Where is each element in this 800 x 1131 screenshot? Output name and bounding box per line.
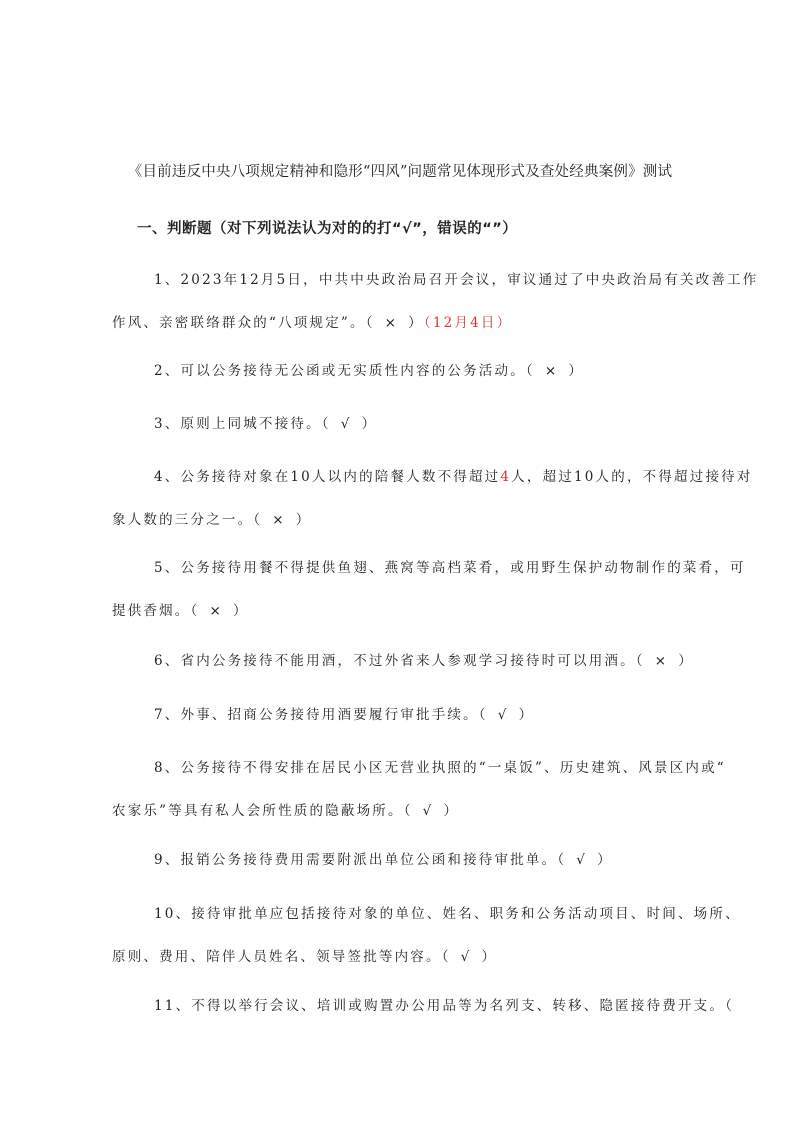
- question-4: [112, 456, 753, 542]
- correction-note: （12月4日）: [423, 315, 513, 331]
- question-8: [112, 747, 726, 833]
- document-title: 《目前违反中央八项规定精神和隐形“四风”问题常见体现形式及查处经典案例》测试: [127, 164, 673, 180]
- answer-mark-3: √: [340, 416, 352, 432]
- question-9-text: 9、报销公务接待费用需要附派出单位公函和接待审批单。（: [154, 852, 567, 868]
- question-4-line-1: [112, 456, 753, 499]
- question-4-close: ）: [295, 512, 312, 528]
- question-7-line: [112, 694, 692, 737]
- question-9-line: [112, 839, 692, 882]
- question-10-text: 原则、费用、陪伴人员姓名、领导签批等内容。（: [112, 949, 451, 965]
- question-1-line-1: 1、2023年12月5日，中共中央政治局召开会议，审议通过了中央政治局有关改善工作: [154, 272, 759, 288]
- question-4-text-a: 4、公务接待对象在10人以内的陪餐人数不得超过: [154, 469, 501, 485]
- question-7-text: 7、外事、招商公务接待用酒要履行审批手续。（: [154, 707, 488, 723]
- question-4-line-2: [112, 499, 692, 542]
- answer-mark-10: √: [460, 949, 472, 965]
- question-1: [112, 259, 759, 345]
- question-5: [112, 547, 746, 633]
- question-10-line-1: 10、接待审批单应包括接待对象的单位、姓名、职务和公务活动项目、时间、场所、: [154, 906, 741, 922]
- question-5-line-1: 5、公务接待用餐不得提供鱼翅、燕窝等高档菜肴，或用野生保护动物制作的菜肴，可: [154, 560, 746, 576]
- question-1-line-2: [112, 302, 692, 345]
- answer-mark-9: √: [576, 852, 588, 868]
- question-3-line: [112, 403, 692, 446]
- question-1-close: ）: [408, 315, 424, 331]
- question-5-text: 提供香烟。（: [112, 603, 200, 619]
- question-7: [112, 694, 692, 737]
- question-10-line-2: [112, 936, 692, 979]
- question-4-highlight: 4: [500, 469, 512, 485]
- question-8-text: 农家乐”等具有私人会所性质的隐蔽场所。（: [112, 803, 413, 819]
- answer-mark-8: √: [422, 803, 434, 819]
- answer-mark-4: ×: [272, 512, 286, 528]
- question-3: [112, 403, 692, 446]
- question-6-line: [112, 640, 692, 683]
- question-11-line: 11、不得以举行会议、培训或购置办公用品等为名列支、转移、隐匿接待费开支。（: [154, 998, 735, 1014]
- question-5-close: ）: [232, 603, 249, 619]
- answer-mark-6: ×: [654, 653, 669, 669]
- question-6-close: ）: [678, 653, 694, 669]
- question-8-line-2: [112, 790, 692, 833]
- question-5-line-2: [112, 590, 692, 633]
- question-2-close: ）: [568, 363, 585, 379]
- question-2: [112, 350, 692, 393]
- question-3-close: ）: [361, 416, 378, 432]
- question-8-close: ）: [443, 803, 460, 819]
- section-heading: 一、判断题（对下列说法认为对的的打“√”，错误的“”）: [137, 221, 518, 237]
- question-10: [112, 893, 741, 979]
- answer-mark-2: ×: [544, 363, 559, 379]
- question-11: [112, 985, 735, 1028]
- question-8-line-1: 8、公务接待不得安排在居民小区无营业执照的“一桌饭”、历史建筑、风景区内或“: [154, 760, 726, 776]
- answer-mark-1: ×: [384, 315, 399, 331]
- question-9-close: ）: [597, 852, 613, 868]
- question-2-line: [112, 350, 692, 393]
- question-6-text: 6、省内公务接待不能用酒，不过外省来人参观学习接待时可以用酒。（: [154, 653, 645, 669]
- question-1-text: 作风、亲密联络群众的“八项规定”。（: [112, 315, 375, 331]
- question-4-text: 象人数的三分之一。（: [112, 512, 263, 528]
- question-7-close: ）: [518, 707, 535, 723]
- question-9: [112, 839, 692, 882]
- question-3-text: 3、原则上同城不接待。（: [154, 416, 331, 432]
- answer-mark-7: √: [497, 707, 509, 723]
- question-2-text: 2、可以公务接待无公函或无实质性内容的公务活动。（: [154, 363, 535, 379]
- answer-mark-5: ×: [209, 603, 223, 619]
- question-10-close: ）: [481, 949, 498, 965]
- question-6: [112, 640, 692, 683]
- question-4-text-b: 人，超过10人的，不得超过接待对: [511, 469, 753, 485]
